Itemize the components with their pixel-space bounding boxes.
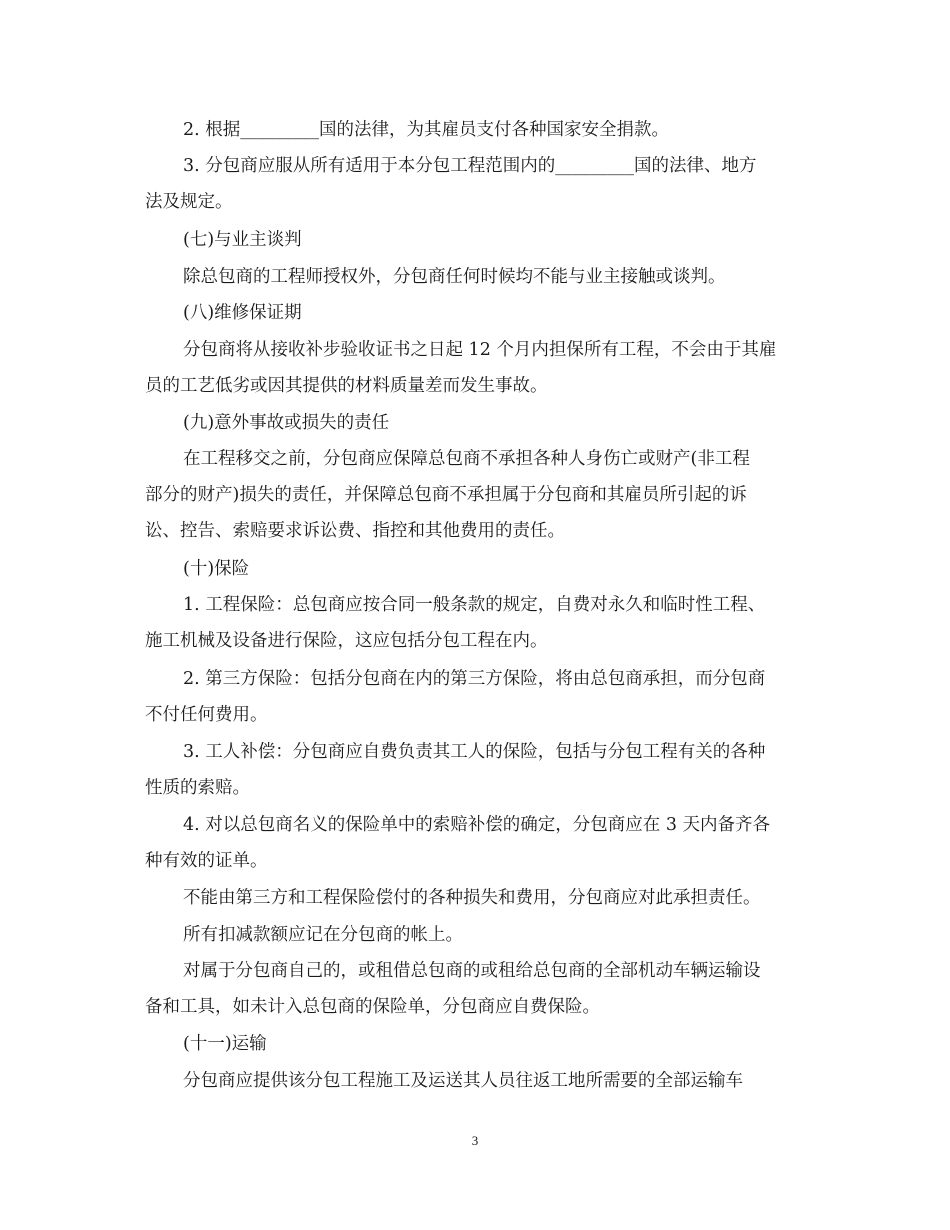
paragraph-works-insurance <box>145 587 795 659</box>
text-line: 备和工具，如未计入总包商的保险单，分包商应自费保险。 <box>145 997 600 1017</box>
text-line: 2. 根据_________国的法律，为其雇员支付各种国家安全捐款。 <box>183 120 670 140</box>
text-line: 不付任何费用。 <box>145 705 268 725</box>
text-line: 讼、控告、索赔要求诉讼费、指控和其他费用的责任。 <box>145 521 565 541</box>
text-line: 3. 分包商应服从所有适用于本分包工程范围内的_________国的法律、地方 <box>183 156 757 176</box>
section-heading-negotiation <box>145 222 795 258</box>
paragraph-transport <box>145 1063 795 1099</box>
text-line: 1. 工程保险：总包商应按合同一般条款的规定，自费对永久和临时性工程、 <box>183 595 766 615</box>
text-line: 分包商应提供该分包工程施工及运送其人员往返工地所需要的全部运输车 <box>183 1071 743 1091</box>
text-line: 员的工艺低劣或因其提供的材料质量差而发生事故。 <box>145 376 548 396</box>
text-line: 性质的索赔。 <box>145 778 250 798</box>
section-heading-insurance <box>145 551 795 587</box>
text-line: 4. 对以总包商名义的保险单中的索赔补偿的确定，分包商应在 3 天内备齐各 <box>183 815 771 835</box>
section-heading-warranty <box>145 295 795 331</box>
text-line: 部分的财产)损失的责任，并保障总包商不承担属于分包商和其雇员所引起的诉 <box>145 485 747 505</box>
text-line: 种有效的证单。 <box>145 851 268 871</box>
paragraph-uncovered-losses <box>145 880 795 916</box>
section-heading-liability <box>145 405 795 441</box>
text-line: 3. 工人补偿：分包商应自费负责其工人的保险，包括与分包工程有关的各种 <box>183 742 766 762</box>
text-line: (八)维修保证期 <box>183 303 302 323</box>
paragraph-workers-compensation <box>145 734 795 806</box>
paragraph-deductions <box>145 917 795 953</box>
text-line: (十一)运输 <box>183 1034 267 1054</box>
text-line: (七)与业主谈判 <box>183 230 302 250</box>
paragraph-liability <box>145 441 795 549</box>
paragraph-negotiation <box>145 259 795 295</box>
text-line: 2. 第三方保险：包括分包商在内的第三方保险，将由总包商承担，而分包商 <box>183 669 766 689</box>
paragraph-national-security-contributions <box>145 112 795 148</box>
paragraph-vehicle-insurance <box>145 953 795 1025</box>
text-line: 不能由第三方和工程保险偿付的各种损失和费用，分包商应对此承担责任。 <box>183 888 761 908</box>
text-line: 对属于分包商自己的，或租借总包商的或租给总包商的全部机动车辆运输设 <box>183 961 761 981</box>
paragraph-warranty <box>145 332 795 404</box>
text-line: 分包商将从接收补步验收证书之日起 12 个月内担保所有工程，不会由于其雇 <box>183 340 777 360</box>
section-heading-transport <box>145 1026 795 1062</box>
page-number: 3 <box>471 1133 479 1148</box>
text-line: 除总包商的工程师授权外，分包商任何时候均不能与业主接触或谈判。 <box>183 267 726 287</box>
paragraph-comply-with-laws <box>145 148 795 220</box>
paragraph-claims-compensation <box>145 807 795 879</box>
text-line: 施工机械及设备进行保险，这应包括分包工程在内。 <box>145 631 548 651</box>
paragraph-third-party-insurance <box>145 661 795 733</box>
text-line: 在工程移交之前，分包商应保障总包商不承担各种人身伤亡或财产(非工程 <box>183 449 750 469</box>
text-line: 法及规定。 <box>145 192 233 212</box>
text-line: (十)保险 <box>183 559 250 579</box>
text-line: 所有扣减款额应记在分包商的帐上。 <box>183 925 463 945</box>
text-line: (九)意外事故或损失的责任 <box>183 413 390 433</box>
